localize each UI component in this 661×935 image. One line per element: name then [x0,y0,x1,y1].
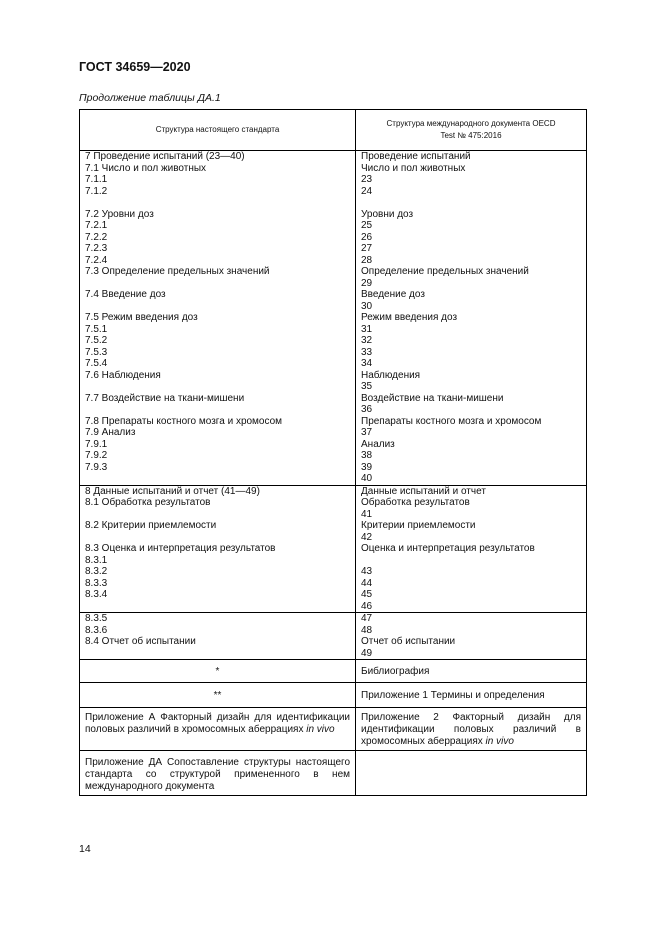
bibliography-right: Библиография [356,660,587,683]
section-8-left [80,485,356,613]
cell-line: 41 [361,508,373,520]
cell-line: Наблюдения [361,369,421,381]
cell-line: 31 [361,323,373,335]
cell-line: 7.1.1 [85,174,108,185]
appendix-a-left [80,708,356,751]
cell-line: 7.5.3 [85,346,108,358]
cell-line: Введение доз [361,289,425,300]
appendix-da-left-text: Приложение ДА Сопоставление структуры настоящего стандарта со структурой примененного в нем международного документа [85,757,350,792]
cell-line [85,301,350,313]
cell-line: 33 [361,346,373,358]
cell-line: 7.3 Определение предельных значений [85,266,270,277]
cell-line: 7.5.2 [85,335,108,346]
cell-line: 7.2.1 [85,220,108,231]
appendix-da-right [356,751,587,796]
cell-line: 39 [361,461,373,473]
cell-line: 7.9.2 [85,450,108,461]
cell-line: 45 [361,589,373,600]
cell-line [85,381,350,393]
appendix-1-left: ** [80,683,356,708]
cell-line: 38 [361,450,373,461]
cell-line: Воздействие на ткани-мишени [361,392,504,404]
cell-line: 27 [361,243,373,254]
cell-line: 25 [361,220,373,231]
cell-line: 8.3.2 [85,566,108,577]
appendix-da-row [80,751,587,796]
cell-line: 44 [361,577,373,589]
page-number: 14 [79,843,91,855]
cell-line: 7.7 Воздействие на ткани-мишени [85,392,245,404]
cell-line [85,648,350,660]
cell-line: Данные испытаний и отчет [361,485,486,497]
appendix-a-right [356,708,587,751]
cell-line: 36 [361,404,373,415]
cell-line: Отчет об испытании [361,636,456,647]
appendix-1-row [80,683,587,708]
cell-line: 7.2.4 [85,254,108,266]
cell-line: 7 Проведение испытаний (23—40) [85,151,245,162]
section-8b-left [80,613,356,660]
cell-line [361,555,581,567]
cell-line: 7.9.1 [85,438,108,450]
section-8b-row [80,613,587,660]
cell-line: 8.3.3 [85,577,108,589]
cell-line: 30 [361,300,373,312]
cell-line: Обработка результатов [361,497,470,508]
cell-line [85,532,350,544]
table-caption: Продолжение таблицы ДА.1 [79,92,221,104]
cell-line: 7.1.2 [85,185,108,197]
cell-line: 37 [361,427,373,438]
cell-line: 7.9.3 [85,461,108,473]
section-8-row [80,485,587,613]
cell-line [85,473,350,485]
appendix-a-left-italic: in vivo [306,724,335,735]
bibliography-row [80,660,587,683]
cell-line: 7.2.3 [85,243,108,254]
cell-line: Режим введения доз [361,312,458,323]
cell-line: 8.2 Критерии приемлемости [85,520,217,531]
col-right-header-line2: Test № 475:2016 [440,131,502,140]
section-7-row [80,151,587,486]
cell-line: 7.8 Препараты костного мозга и хромосом [85,415,283,427]
cell-line: 8.3 Оценка и интерпретация результатов [85,543,276,554]
section-7-left [80,151,356,486]
cell-line: Уровни доз [361,208,414,220]
cell-line: 7.5.1 [85,323,108,335]
comparison-table [79,109,587,796]
section-7-right [356,151,587,486]
cell-line [85,404,350,416]
cell-line: 46 [361,600,373,612]
cell-line: 8.3.1 [85,554,108,566]
cell-line: 35 [361,381,373,392]
appendix-da-left [80,751,356,796]
cell-line: 7.9 Анализ [85,427,136,438]
cell-line: 42 [361,531,373,543]
cell-line: 8.3.5 [85,613,108,624]
appendix-a-right-text: Приложение 2 Факторный дизайн для идентификации половых различий в хромосомных аберрациях [361,712,581,747]
cell-line: 48 [361,624,373,636]
page-header: ГОСТ 34659—2020 [79,60,191,74]
cell-line: 8.1 Обработка результатов [85,497,211,508]
cell-line: 49 [361,647,373,659]
appendix-1-right: Приложение 1 Термины и определения [356,683,587,708]
cell-line: Критерии приемлемости [361,520,476,531]
cell-line: 47 [361,613,373,624]
appendix-a-left-text: Приложение А Факторный дизайн для идентификации половых различий в хромосомных аберрациях [85,712,350,735]
col-right-header-line1: Структура международного документа OECD [386,119,556,128]
cell-line [85,197,350,209]
cell-line: 7.1 Число и пол животных [85,162,207,174]
cell-line [85,278,350,290]
cell-line: Определение предельных значений [361,266,529,277]
cell-line: 28 [361,254,373,266]
appendix-a-row [80,708,587,751]
cell-line: 32 [361,335,373,346]
cell-line: 7.2 Уровни доз [85,208,154,220]
cell-line: 40 [361,473,373,484]
cell-line: Препараты костного мозга и хромосом [361,415,542,427]
appendix-a-right-italic: in vivo [485,736,514,747]
cell-line: 23 [361,174,373,185]
cell-line: 24 [361,185,373,197]
cell-line: 8.3.4 [85,589,108,600]
cell-line: Анализ [361,438,395,450]
cell-line [85,601,350,613]
col-left-header: Структура настоящего стандарта [80,110,356,151]
table-header-row [80,110,587,151]
cell-line: 34 [361,358,373,369]
col-right-header [356,110,587,151]
cell-line: 26 [361,231,373,243]
section-8-right [356,485,587,613]
cell-line: Проведение испытаний [361,151,471,162]
cell-line: 8.4 Отчет об испытании [85,636,196,647]
cell-line: 7.5 Режим введения доз [85,312,198,323]
cell-line: 7.5.4 [85,358,108,369]
cell-line: 7.2.2 [85,231,108,243]
cell-line: Число и пол животных [361,162,466,174]
cell-line [85,509,350,521]
cell-line [361,197,581,209]
cell-line: 7.6 Наблюдения [85,369,161,381]
cell-line: 8.3.6 [85,624,108,636]
bibliography-left: * [80,660,356,683]
cell-line: 29 [361,277,373,289]
cell-line: Оценка и интерпретация результатов [361,543,535,554]
cell-line: 8 Данные испытаний и отчет (41—49) [85,485,260,497]
section-8b-right [356,613,587,660]
cell-line: 7.4 Введение доз [85,289,166,300]
cell-line: 43 [361,566,373,577]
